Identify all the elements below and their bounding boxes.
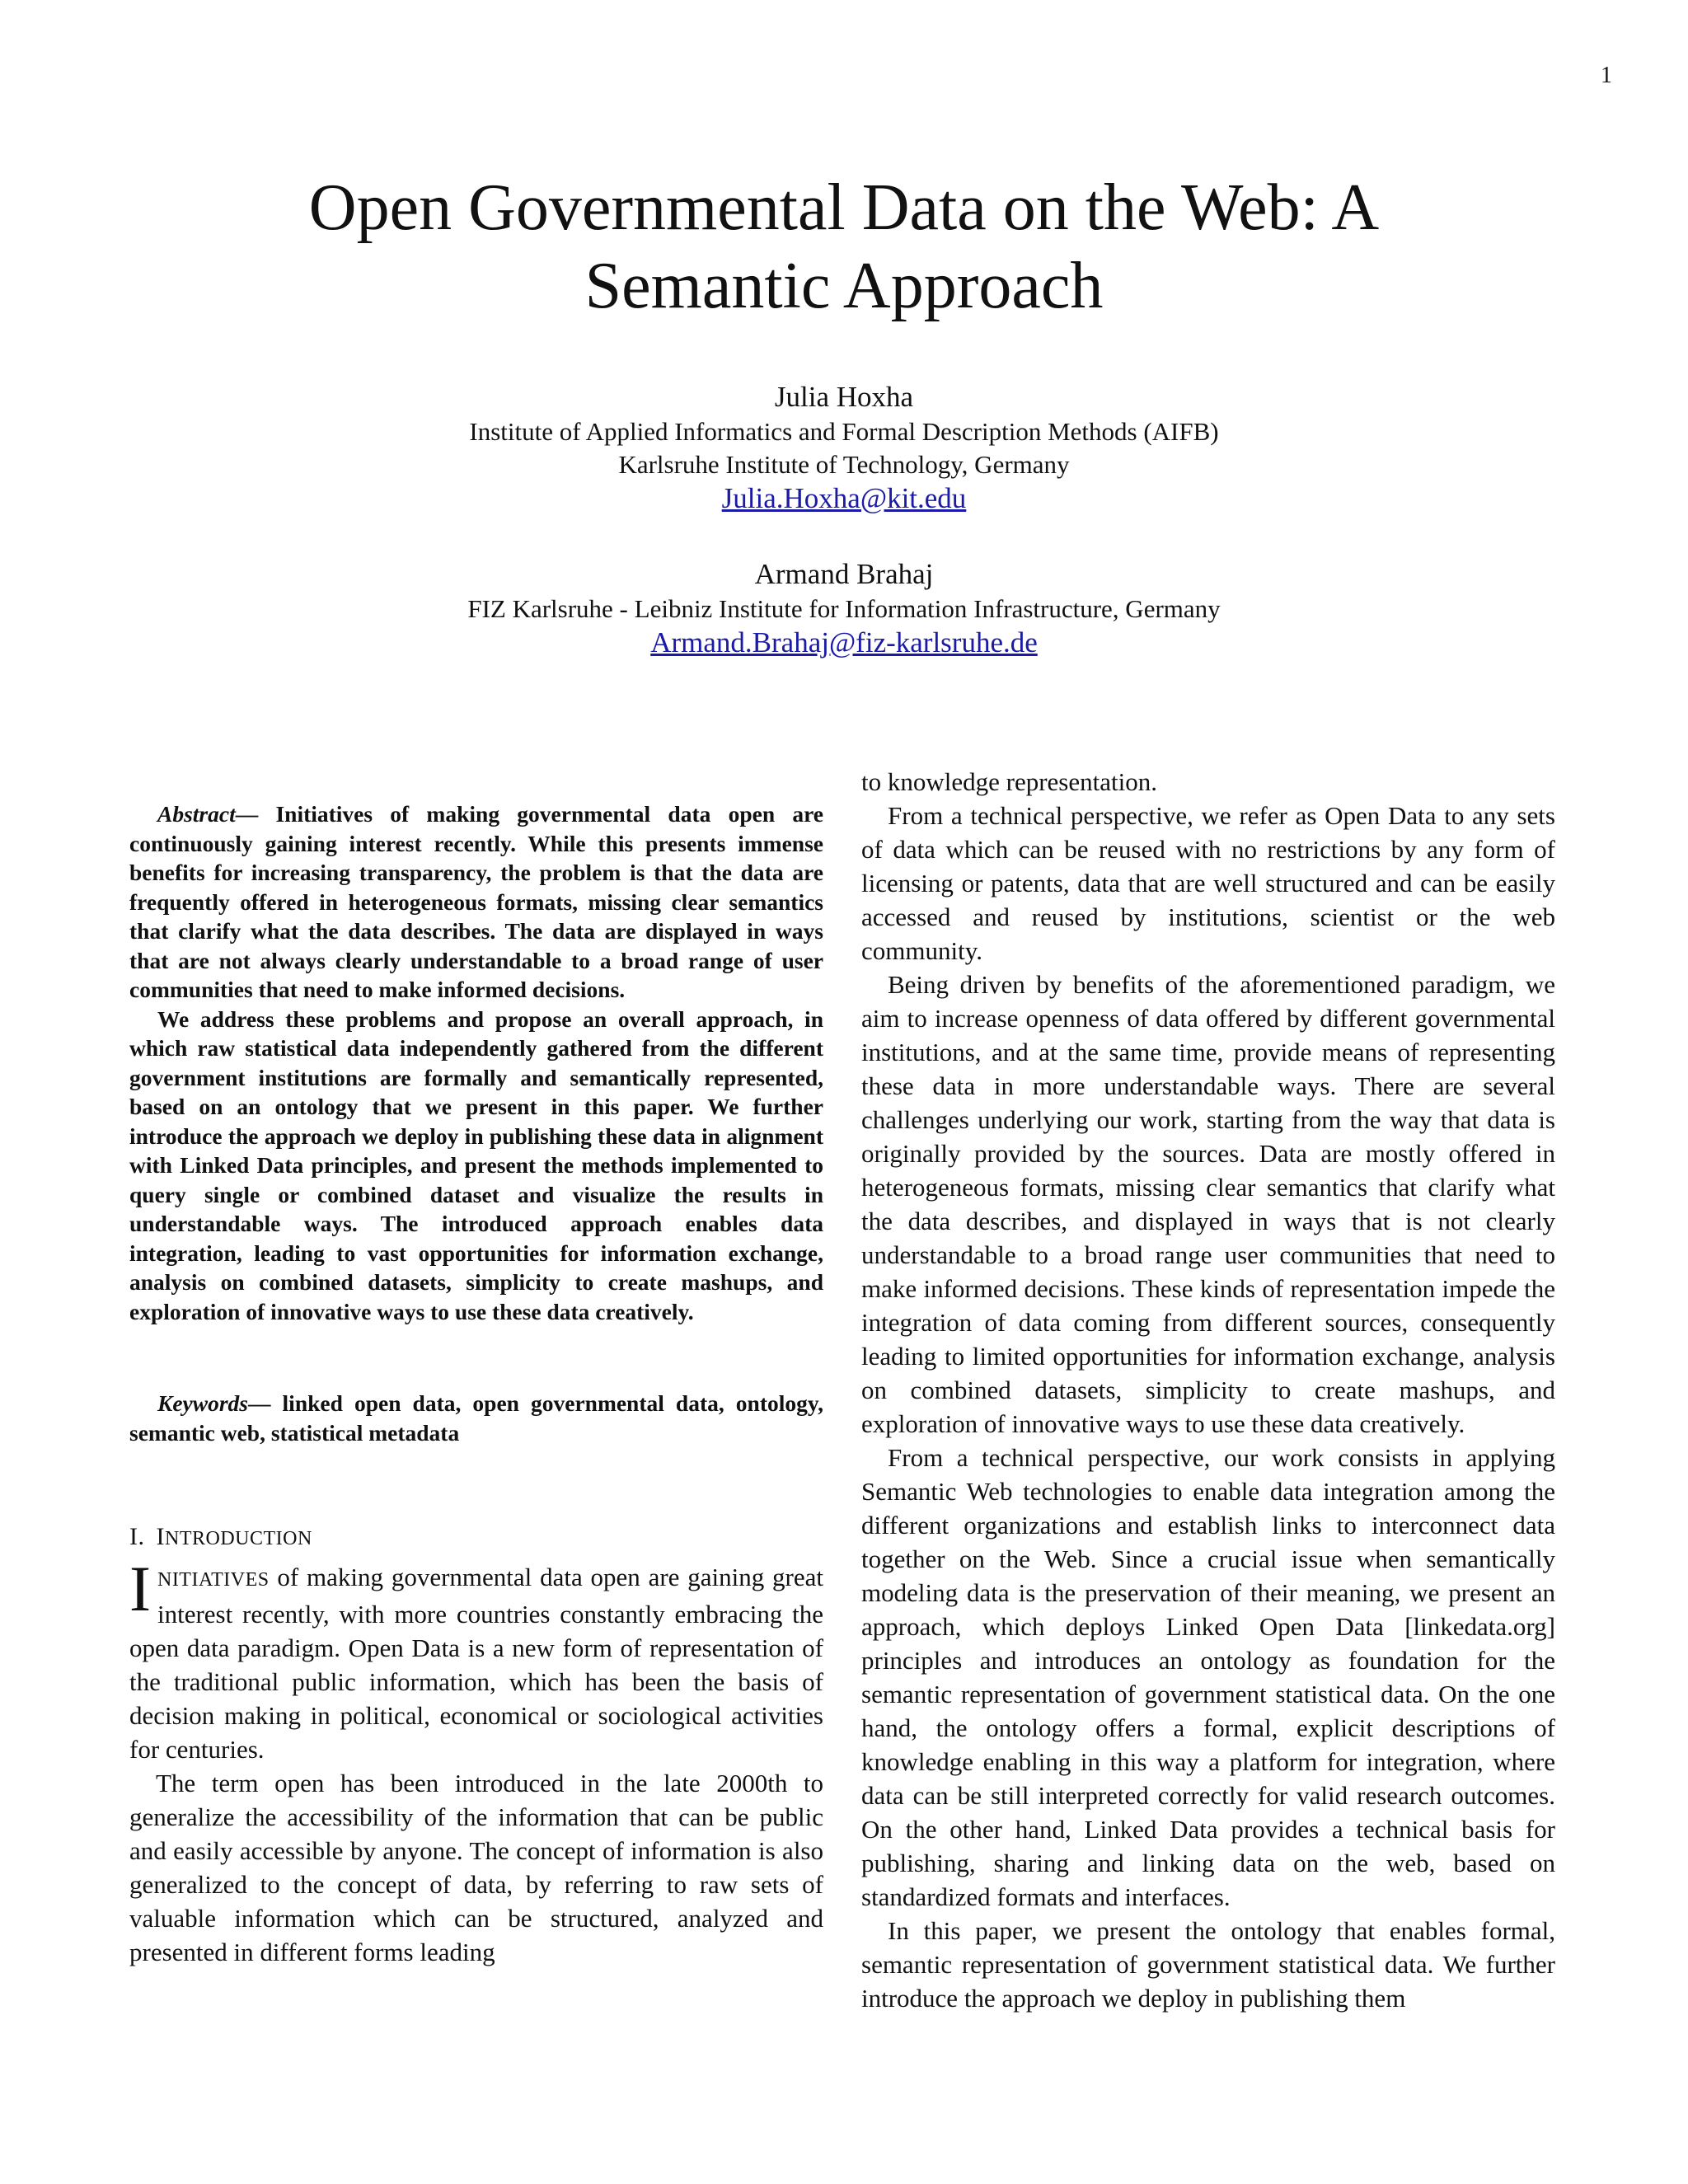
author-block-1 [0,379,1688,516]
author-name: Julia Hoxha [774,381,914,413]
body-paragraph: The term open has been introduced in the late 2000th to generalize the accessibility of the information that can be public and easily accessible by anyone. The concept of information is also generalized to the concept of data, by referring to raw sets of valuable information which can be structured, analyzed and presented in different forms leading [129,1769,823,1966]
abstract-label: Abstract [157,801,236,827]
abstract-dash: — [235,801,276,827]
section-number: I. [129,1523,145,1550]
body-paragraph: to knowledge representation. [861,767,1157,796]
author-affiliation: Karlsruhe Institute of Technology, Germany [618,450,1070,479]
author-affiliation: FIZ Karlsruhe - Leibniz Institute for Information Infrastructure, Germany [467,594,1221,623]
title-line-2: Semantic Approach [584,250,1104,322]
keywords-dash: — [248,1390,283,1416]
abstract-paragraph: We address these problems and propose an overall approach, in which raw statistical data independently gathered from the different government institutions are formally and semantically represented, based on an ontology that we present in this paper. We further introduce the approach we deploy in publishing these data in alignment with Linked Data principles, and present the methods implemented to query single or combined dataset and visualize the results in understandable ways. The introduced approach enables data integration, leading to vast opportunities for information exchange, analysis on combined datasets, simplicity to create mashups, and exploration of innovative ways to use these data creatively. [129,1005,823,1324]
keywords-label: Keywords [157,1390,248,1416]
right-column [861,765,1555,2015]
body-paragraph [129,1553,823,1766]
body-text: of making governmental data open are gaining great interest recently, with more countries constantly embracing the open data paradigm. Open Data is a new form of representation of the traditional public information, which has been the basis of decision making in political, economical or sociological activities for centuries. [129,1563,823,1764]
body-paragraph: From a technical perspective, we refer as Open Data to any sets of data which can be reused with no restrictions by any form of licensing or patents, data that are well structured and can be easily accessed and reused by institutions, scientist or the web community. [861,801,1555,965]
introduction-body-right [861,765,1555,2015]
introduction-body-left [129,1553,823,1969]
left-column [129,766,823,1969]
author-affiliation: Institute of Applied Informatics and Formal Description Methods (AIFB) [469,417,1219,446]
drop-cap: I [129,1553,151,1624]
smallcaps-lead: NITIATIVES [157,1569,270,1591]
body-paragraph: From a technical perspective, our work consists in applying Semantic Web technologies to enable data integration among the different organizations and establish links to interconnect data together on the Web. Since a crucial issue when semantically modeling data is the preservation of their meaning, we present an approach, which deploys Linked Open Data [linkedata.org] principles and introduces an ontology as foundation for the semantic representation of government statistical data. On the one hand, the ontology offers a formal, explicit descriptions of knowledge enabling in this way a platform for integration, where data can be still interpreted correctly for valid research outcomes. On the other hand, Linked Data provides a technical basis for publishing, sharing and linking data on the web, based on standardized formats and interfaces. [861,1443,1555,1911]
section-title-initial: I [156,1523,165,1550]
body-paragraph: Being driven by benefits of the aforementioned paradigm, we aim to increase openness of data offered by different governmental institutions, and at the same time, provide means of representing these data in more understandable ways. There are several challenges underlying our work, starting from the way that data is originally provided by the sources. Data are mostly offered in heterogeneous formats, missing clear semantics that clarify what the data describes, and displayed in ways that is not clearly understandable to a broad range user communities that need to make informed decisions. These kinds of representation impede the integration of data coming from different sources, consequently leading to limited opportunities for information exchange, analysis on combined datasets, simplicity to create mashups, and exploration of innovative ways to use these data creatively. [861,970,1555,1438]
abstract-paragraph [129,799,823,1005]
section-heading-introduction [129,1521,823,1555]
keywords [129,1389,823,1447]
body-paragraph: In this paper, we present the ontology that enables formal, semantic representation of government statistical data. We further introduce the approach we deploy in publishing them [861,1916,1555,2013]
keywords-text: linked open data, open governmental data, ontology, semantic web, statistical metadata [129,1390,823,1446]
page-number: 1 [1601,63,1612,88]
paper-title [0,169,1688,326]
section-title-rest: NTRODUCTION [165,1528,312,1549]
author-email-link[interactable]: Armand.Brahaj@fiz-karlsruhe.de [650,626,1038,658]
title-line-1: Open Governmental Data on the Web: A [308,171,1380,244]
author-name: Armand Brahaj [754,558,934,590]
abstract-text: Initiatives of making governmental data open are continuously gaining interest recently. While this presents immense benefits for increasing transparency, the problem is that the data are frequently offered in heterogeneous formats, missing clear semantics that clarify what the data describes. The data are displayed in ways that are not always clearly understandable to a broad range of user communities that need to make informed decisions. [129,801,823,1002]
abstract [129,799,823,1326]
keywords-paragraph [129,1389,823,1447]
author-block-2 [0,556,1688,660]
author-email-link[interactable]: Julia.Hoxha@kit.edu [721,482,967,514]
